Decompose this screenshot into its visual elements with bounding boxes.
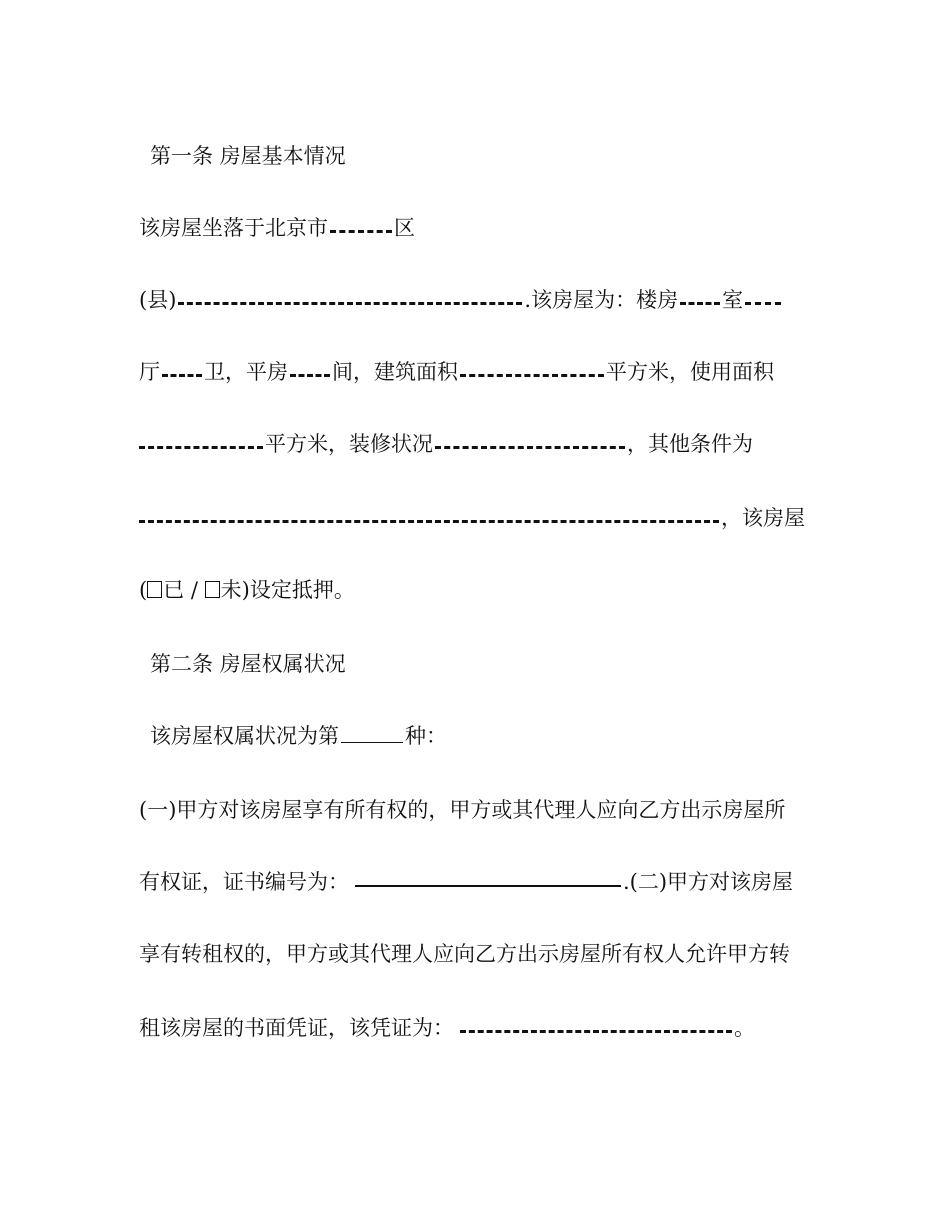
article-1-line-6: ( 已 / 未)设定抵押。 [139,578,355,602]
ownership-type-blank [341,742,403,743]
article-1-line-4: 平方米，装修状况 ，其他条件为 [139,430,753,458]
decoration-blank [435,446,625,449]
article-2-line-5: 租该房屋的书面凭证，该凭证为： 。 [139,1016,755,1040]
mortgaged-checkbox[interactable] [147,581,162,598]
article-2-line-3: 有权证，证书编号为： .(二)甲方对该房屋 [139,870,794,894]
building-area-blank [460,374,604,377]
bathrooms-blank [162,374,202,377]
article-2-line-4: 享有转租权的，甲方或其代理人应向乙方出示房屋所有权人允许甲方转 [139,942,790,966]
article-1-line-3: 厅 卫，平房 间，建筑面积 平方米，使用面积 [139,360,774,384]
article-1-heading: 第一条 房屋基本情况 [150,144,346,168]
bungalow-rooms-blank [290,374,330,377]
address-blank [178,302,522,305]
article-2-heading: 第二条 房屋权属状况 [150,652,346,676]
article-2-line-2: (一)甲方对该房屋享有所有权的，甲方或其代理人应向乙方出示房屋所 [139,798,786,822]
article-1-line-1: 该房屋坐落于北京市 区 [139,216,415,240]
article-1-line-5: ，该房屋 [139,504,805,532]
certificate-number-blank [355,885,621,887]
usable-area-blank [139,446,263,449]
other-conditions-blank [139,520,719,523]
article-2-line-1: 该房屋权属状况为第 种： [150,724,447,748]
sublease-certificate-blank [460,1030,732,1033]
district-blank [330,230,392,233]
halls-blank [745,302,781,305]
not-mortgaged-checkbox[interactable] [205,581,220,598]
rooms-blank [680,302,720,305]
article-1-line-2: (县) .该房屋为：楼房 室 [139,286,783,314]
